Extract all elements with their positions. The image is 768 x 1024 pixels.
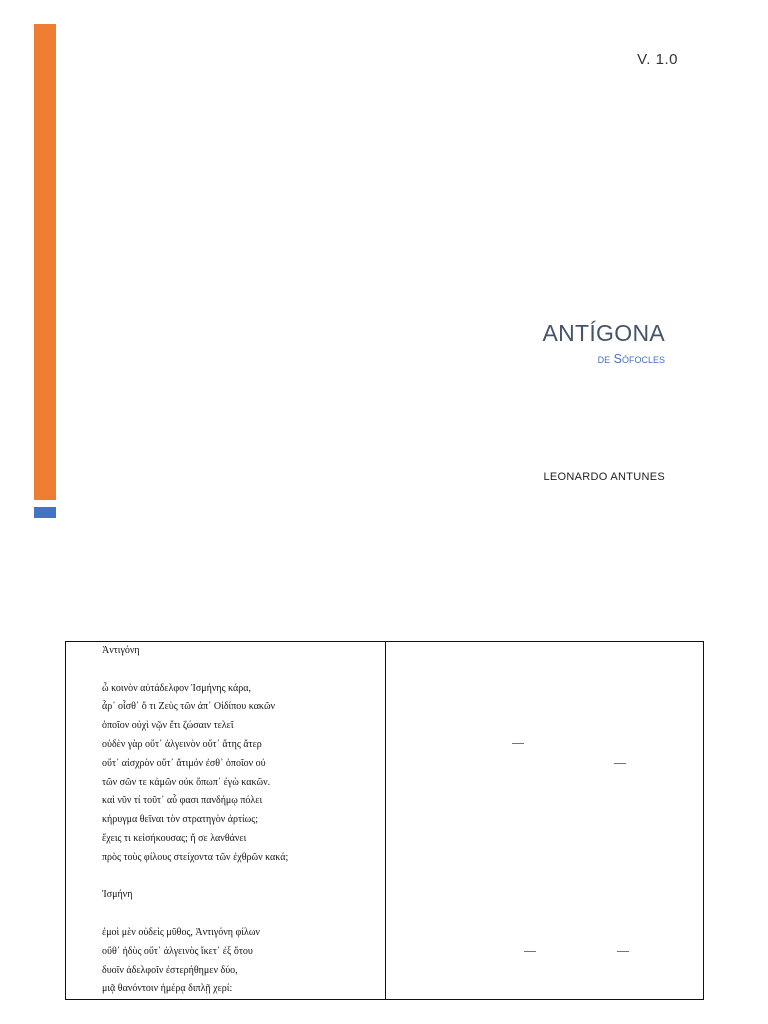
dash-mark: — (524, 943, 536, 957)
speaker-name: Ἰσμήνη (102, 889, 133, 901)
verse-line: ἔχεις τι κεἰσήκουσας; ἤ σε λανθάνει (102, 832, 247, 844)
verse-line: οὔθ᾽ ἡδὺς οὔτ᾽ ἀλγεινὸς ἵκετ᾽ ἐξ ὅτου (102, 945, 253, 957)
verse-line: καὶ νῦν τί τοῦτ᾽ αὖ φασι πανδήμῳ πόλει (102, 795, 263, 807)
version-label: V. 1.0 (637, 51, 678, 68)
blank-line (102, 868, 382, 887)
verse-line: ἐμοὶ μὲν οὐδεὶς μῦθος, Ἀντιγόνη φίλων (102, 926, 260, 938)
verse-line: πρὸς τοὺς φίλους στείχοντα τῶν ἐχθρῶν κακά; (102, 851, 289, 863)
blank-line (102, 661, 382, 680)
verse-line: τῶν σῶν τε κἀμῶν οὐκ ὄπωπ᾽ ἐγὼ κακῶν. (102, 776, 271, 788)
speaker-name: Ἀντιγόνη (102, 645, 140, 656)
author-name: LEONARDO ANTUNES (543, 471, 665, 483)
document-title: ANTÍGONA (542, 320, 665, 346)
verse-line: ὦ κοινὸν αὐτάδελφον Ἰσμήνης κάρα, (102, 682, 251, 694)
greek-text-table (65, 641, 704, 1000)
verse-line: μιᾷ θανόντοιν ἡμέρᾳ διπλῇ χερί: (102, 983, 233, 995)
orange-accent-bar (34, 24, 56, 500)
verse-line: οὔτ᾽ αἰσχρὸν οὔτ᾽ ἄτιμόν ἐσθ᾽ ὁποῖον οὐ (102, 757, 266, 769)
verse-line: ὁποῖον οὐχὶ νῷν ἔτι ζώσαιν τελεῖ (102, 720, 234, 732)
verse-line: δυοῖν ἀδελφοῖν ἐστερήθημεν δύο, (102, 964, 238, 976)
greek-text-column (102, 642, 382, 999)
dash-mark: — (617, 943, 629, 957)
column-divider (385, 642, 386, 999)
verse-line: οὐδὲν γὰρ οὔτ᾽ ἀλγεινὸν οὔτ᾽ ἄτης ἄτερ (102, 738, 262, 750)
dash-mark: — (512, 735, 524, 749)
verse-line: κήρυγμα θεῖναι τὸν στρατηγὸν ἀρτίως; (102, 814, 258, 826)
dash-mark: — (614, 755, 626, 769)
document-subtitle: de Sófocles (597, 352, 665, 366)
blank-line (102, 905, 382, 924)
blue-accent-block (34, 507, 56, 518)
verse-line: ἆρ᾽ οἶσθ᾽ ὅ τι Ζεὺς τῶν ἀπ᾽ Οἰδίπου κακῶν (102, 701, 276, 713)
